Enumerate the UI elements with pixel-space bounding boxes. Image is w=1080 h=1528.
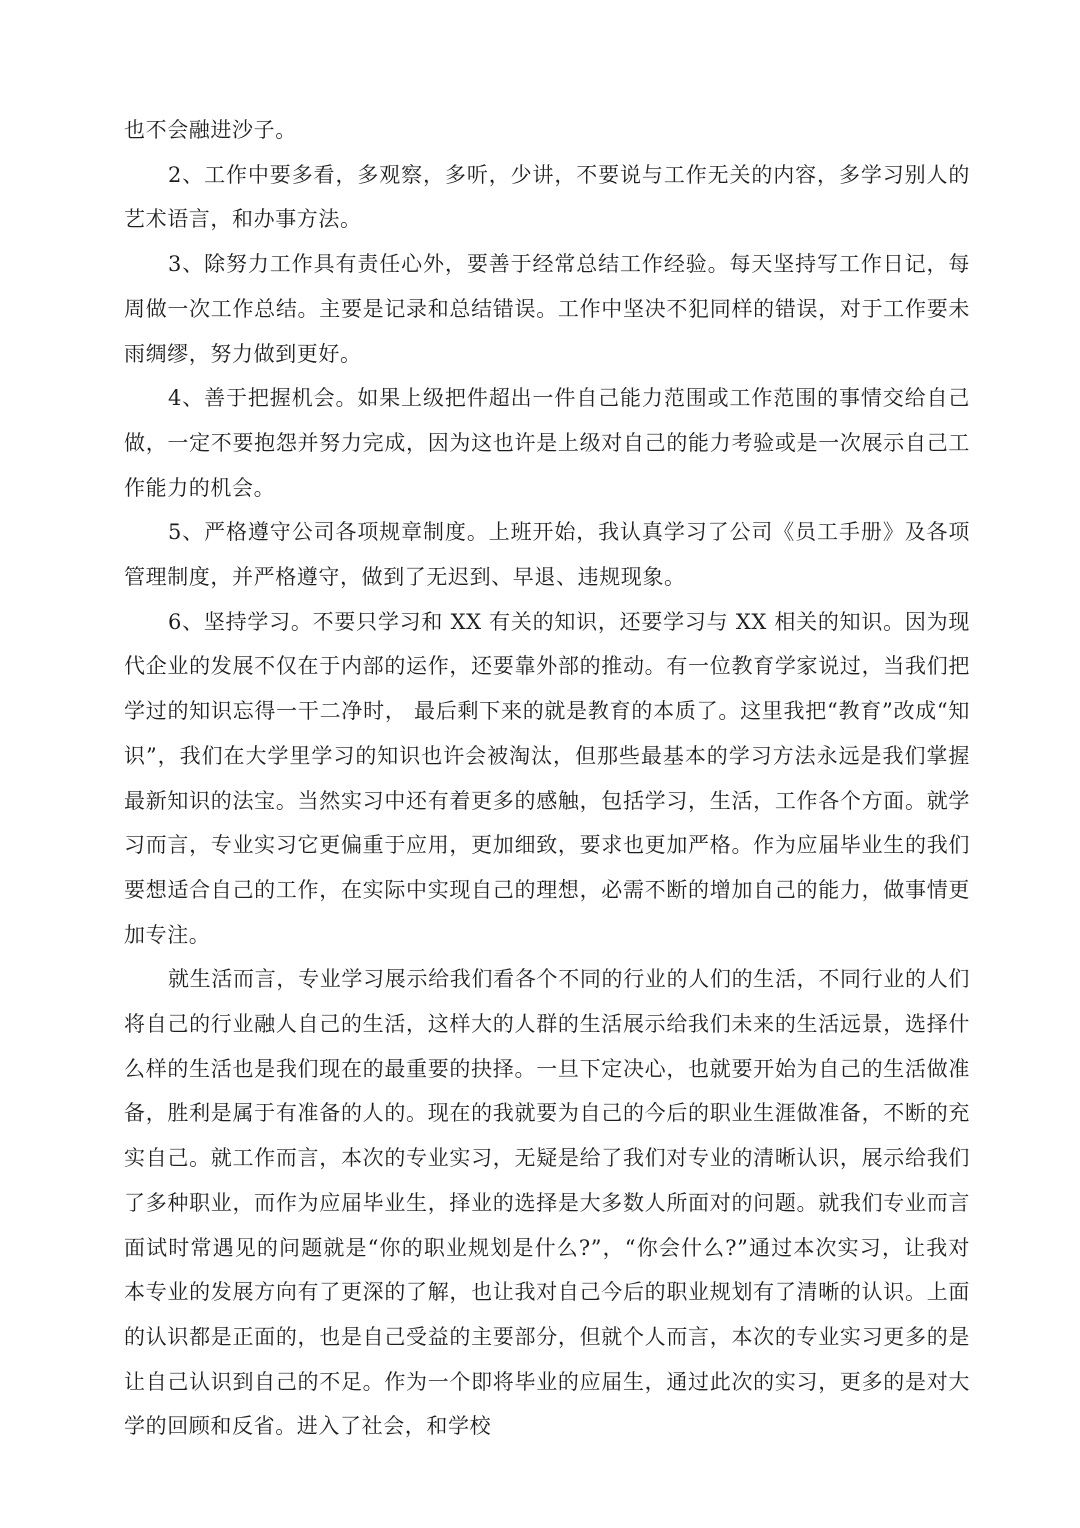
paragraph-item-6: 6、坚持学习。不要只学习和 XX 有关的知识，还要学习与 XX 相关的知识。因为现代企业的发展不仅在于内部的运作，还要靠外部的推动。有一位教育学家说过，当我们把学过的知识忘得一干二净时， 最后剩下来的就是教育的本质了。这里我把“教育”改成“知识”，我们在大学里学习的知识也许会被淘汰，但那些最基本的学习方法永远是我们掌握最新知识的法宝。当然实习中还有着更多的感触，包括学习，生活，工作各个方面。就学习而言，专业实习它更偏重于应用，更加细致，要求也更加严格。作为应届毕业生的我们要想适合自己的工作，在实际中实现自己的理想，必需不断的增加自己的能力，做事情更加专注。 (124, 609, 970, 947)
paragraph-item-3: 3、除努力工作具有责任心外，要善于经常总结工作经验。每天坚持写工作日记，每周做一次工作总结。主要是记录和总结错误。工作中坚决不犯同样的错误，对于工作要未雨绸缪，努力做到更好。 (124, 252, 970, 366)
paragraph-life-work: 就生活而言，专业学习展示给我们看各个不同的行业的人们的生活，不同行业的人们将自己的行业融人自己的生活，这样大的人群的生活展示给我们未来的生活远景，选择什么样的生活也是我们现在的最重要的抉择。一旦下定决心，也就要开始为自己的生活做准备，胜利是属于有准备的人的。现在的我就要为自己的今后的职业生涯做准备，不断的充实自己。就工作而言，本次的专业实习，无疑是给了我们对专业的清晰认识，展示给我们了多种职业，而作为应届毕业生，择业的选择是大多数人所面对的问题。就我们专业而言面试时常遇见的问题就是“你的职业规划是什么?”，“你会什么?”通过本次实习，让我对本专业的发展方向有了更深的了解，也让我对自己今后的职业规划有了清晰的认识。上面的认识都是正面的，也是自己受益的主要部分，但就个人而言，本次的专业实习更多的是让自己认识到自己的不足。作为一个即将毕业的应届生，通过此次的实习，更多的是对大学的回顾和反省。进入了社会，和学校 (124, 967, 970, 1439)
paragraph-continuation: 也不会融进沙子。 (124, 118, 297, 142)
paragraph-item-4: 4、善于把握机会。如果上级把件超出一件自己能力范围或工作范围的事情交给自己做，一定不要抱怨并努力完成，因为这也许是上级对自己的能力考验或是一次展示自己工作能力的机会。 (124, 386, 970, 500)
paragraph-item-5: 5、严格遵守公司各项规章制度。上班开始，我认真学习了公司《员工手册》及各项管理制度，并严格遵守，做到了无迟到、早退、违规现象。 (124, 520, 970, 590)
paragraph-item-2: 2、工作中要多看，多观察，多听，少讲，不要说与工作无关的内容，多学习别人的艺术语言，和办事方法。 (124, 162, 970, 232)
